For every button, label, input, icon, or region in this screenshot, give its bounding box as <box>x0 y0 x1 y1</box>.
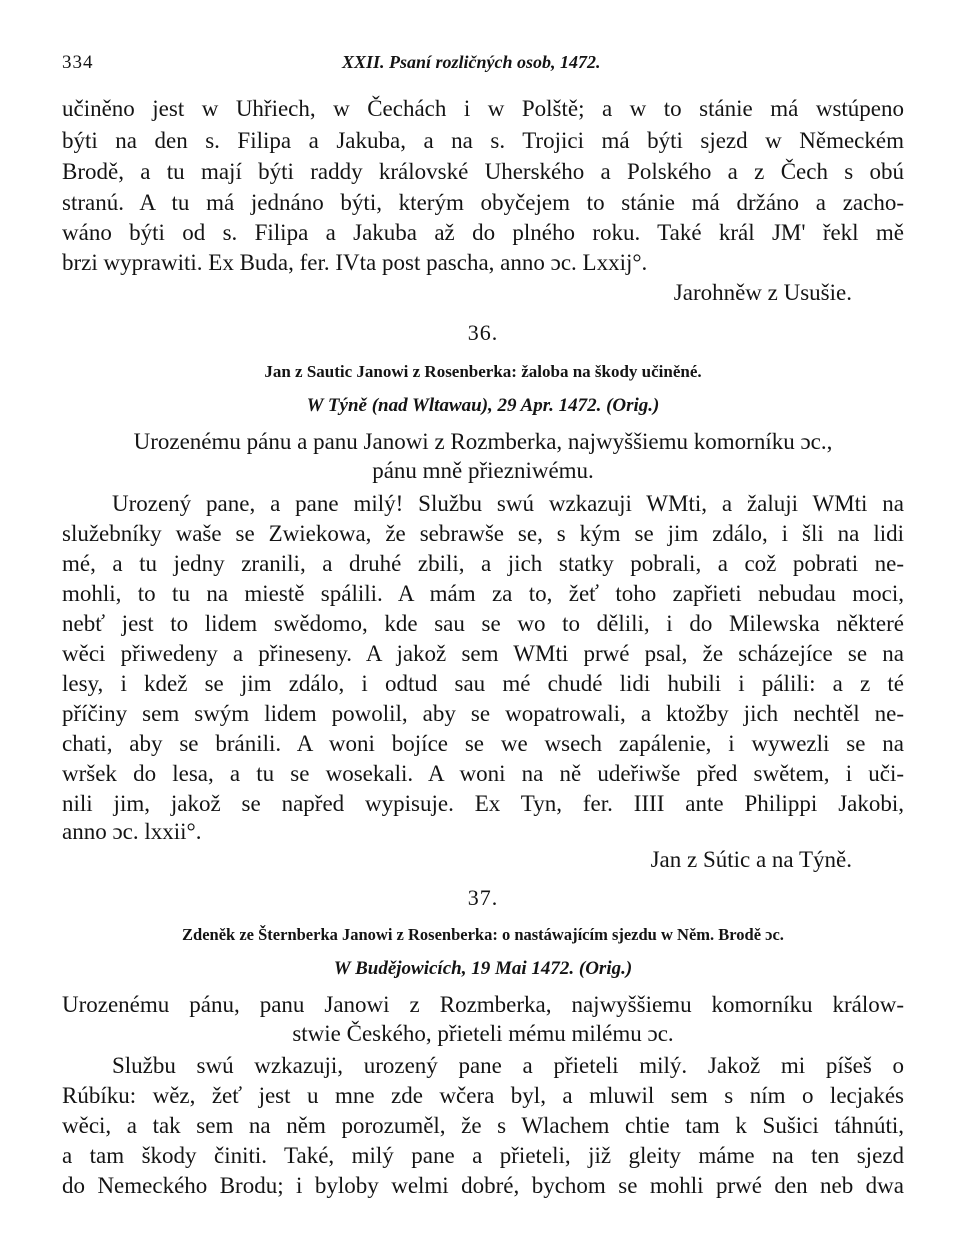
text-line: wáno býti od s. Filipa a Jakuba až do plného roku. Také král JM' řekl mě <box>62 220 904 245</box>
text-line: Službu swú wzkazuji, urozený pane a přieteli milý. Jakož mi píšeš o <box>112 1053 904 1078</box>
text-line: Urozený pane, a pane milý! Službu swú wzkazuji WMti, a žaluji WMti na <box>112 491 904 516</box>
address-line: Urozenému pánu, panu Janowi z Rozmberka, najwyššiemu komorníku králow- <box>62 992 904 1017</box>
text-line: nebť jest to lidem swědomo, kde sau se wo to dělili, i do Milewska některé <box>62 611 904 636</box>
section-title: Zdeněk ze Šternberka Janowi z Rosenberka: o nastáwajícím sjezdu w Něm. Brodě ɔc. <box>182 925 784 944</box>
text-line: wěci, a tak sem na něm porozuměl, že s Wlachem chtie tam k Sušici táhnúti, <box>62 1113 904 1138</box>
text-line: wršek do lesa, a tu se wosekali. A woni na ně udeřiwše před swětem, i uči- <box>62 761 904 786</box>
text-line: příčiny sem swým lidem powolil, aby se wopatrowali, a ktožby jich nechtěl ne- <box>62 701 904 726</box>
running-head: XXII. Psaní rozličných osob, 1472. <box>342 52 601 72</box>
text-line: lesy, i kdež se jim zdálo, i odtud sau mé chudé lidi hubili i pálili: a z té <box>62 671 904 696</box>
text-line: nili jim, jakož se napřed wypisuje. Ex Tyn, fer. IIII ante Philippi Jakobi, <box>62 791 904 816</box>
signature: Jan z Sútic a na Týně. <box>650 847 852 872</box>
address-line: Urozenému pánu a panu Janowi z Rozmberka, najwyššiemu komorníku ɔc., <box>133 429 833 454</box>
text-line: wěci přiwedeny a přineseny. A jakož sem WMti prwé psal, že scházejíce se na <box>62 641 904 666</box>
text-line: Brodě, a tu mají býti raddy královské Uherského a Polského a z Čech s obú <box>62 159 904 184</box>
text-line: služebníky waše se Zwiekowa, že sebrawše se, s kým se jim zdálo, i šli na lidi <box>62 521 904 546</box>
place-date: W Týně (nad Wltawau), 29 Apr. 1472. (Orig.) <box>306 395 660 416</box>
text-line: mé, a tu jedny zranili, a druhé zbili, a jich statky pobrali, a což pobrati ne- <box>62 551 904 576</box>
address-line: stwie Českého, přieteli mému milému ɔc. <box>292 1021 674 1046</box>
text-line: učiněno jest w Uhřiech, w Čechách i w Polště; a w to stánie má wstúpeno <box>62 96 904 121</box>
text-line: chati, aby se bránili. A woni bojíce se we wsech zapálenie, i wywezli se na <box>62 731 904 756</box>
page-number: 334 <box>62 52 94 73</box>
document-page <box>62 0 904 1260</box>
signature: Jarohněw z Usušie. <box>673 280 852 305</box>
text-line: anno ɔc. lxxii°. <box>62 819 202 844</box>
section-number: 37. <box>467 885 499 910</box>
address-line: pánu mně přiezniwému. <box>372 458 594 483</box>
page-header <box>62 52 904 78</box>
text-line: a tam škody činiti. Také, milý pane a přieteli, již gleity máme na ten sjezd <box>62 1143 904 1168</box>
text-line: stranú. A tu má jednáno býti, kterým obyčejem to stánie má držáno a zacho- <box>62 190 904 215</box>
section-number: 36. <box>467 320 499 345</box>
place-date: W Budějowicích, 19 Mai 1472. (Orig.) <box>333 958 633 979</box>
text-line: býti na den s. Filipa a Jakuba, a na s. Trojici má býti sjezd w Německém <box>62 128 904 153</box>
text-line: Rúbíku: wěz, žeť jest u mne zde wčera byl, a mluwil sem s ním o lecjakés <box>62 1083 904 1108</box>
text-line: do Nemeckého Brodu; i byloby welmi dobré, bychom se mohli prwé den neb dwa <box>62 1173 904 1198</box>
text-line: mohli, to tu na miestě spálili. A mám za to, žeť toho zapřieti nebudau moci, <box>62 581 904 606</box>
text-line: brzi wyprawiti. Ex Buda, fer. IVta post pascha, anno ɔc. Lxxij°. <box>62 250 648 275</box>
section-title: Jan z Sautic Janowi z Rosenberka: žaloba na škody učiněné. <box>264 362 702 381</box>
